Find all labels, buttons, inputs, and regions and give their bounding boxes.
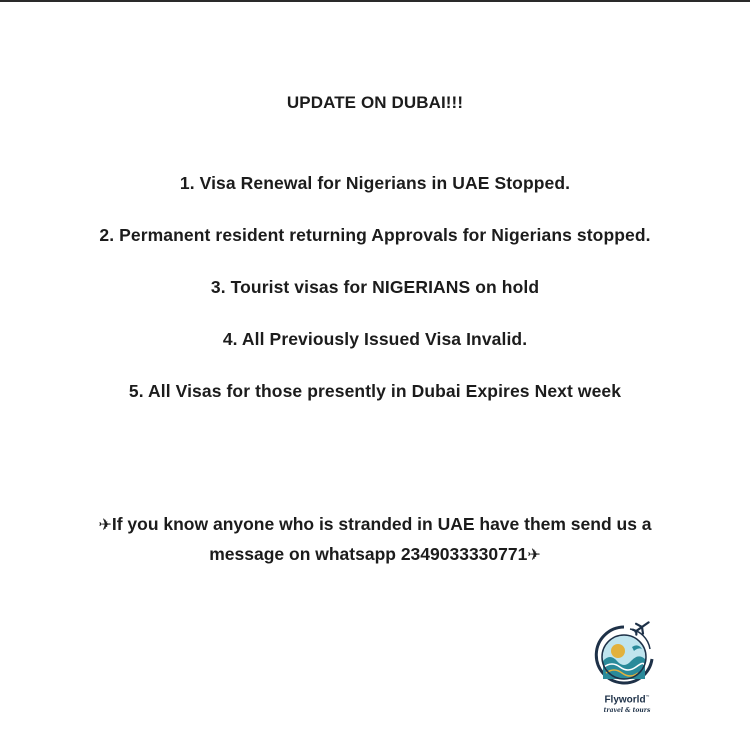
flyworld-logo	[592, 617, 662, 722]
list-item: 1. Visa Renewal for Nigerians in UAE Stopped.	[179, 173, 571, 193]
globe-emblem-icon	[592, 617, 662, 697]
list-item: 2. Permanent resident returning Approvals for Nigerians stopped.	[99, 225, 651, 245]
brand-tagline: travel & tours	[603, 707, 651, 714]
airplane-icon: ✈	[98, 517, 112, 534]
list-item: 4. All Previously Issued Visa Invalid.	[222, 329, 528, 349]
cta-line-1: If you know anyone who is stranded in UAE have them send us a	[111, 514, 652, 534]
list-item: 5. All Visas for those presently in Dubai Expires Next week	[128, 381, 622, 401]
airplane-icon: ✈	[527, 547, 541, 564]
cta-line-2: message on whatsapp 2349033330771	[209, 544, 528, 564]
list-item: 3. Tourist visas for NIGERIANS on hold	[210, 277, 540, 297]
brand-name: Flyworld™	[604, 694, 650, 706]
call-to-action	[40, 510, 710, 570]
post-title: UPDATE ON DUBAI!!!	[286, 93, 464, 112]
